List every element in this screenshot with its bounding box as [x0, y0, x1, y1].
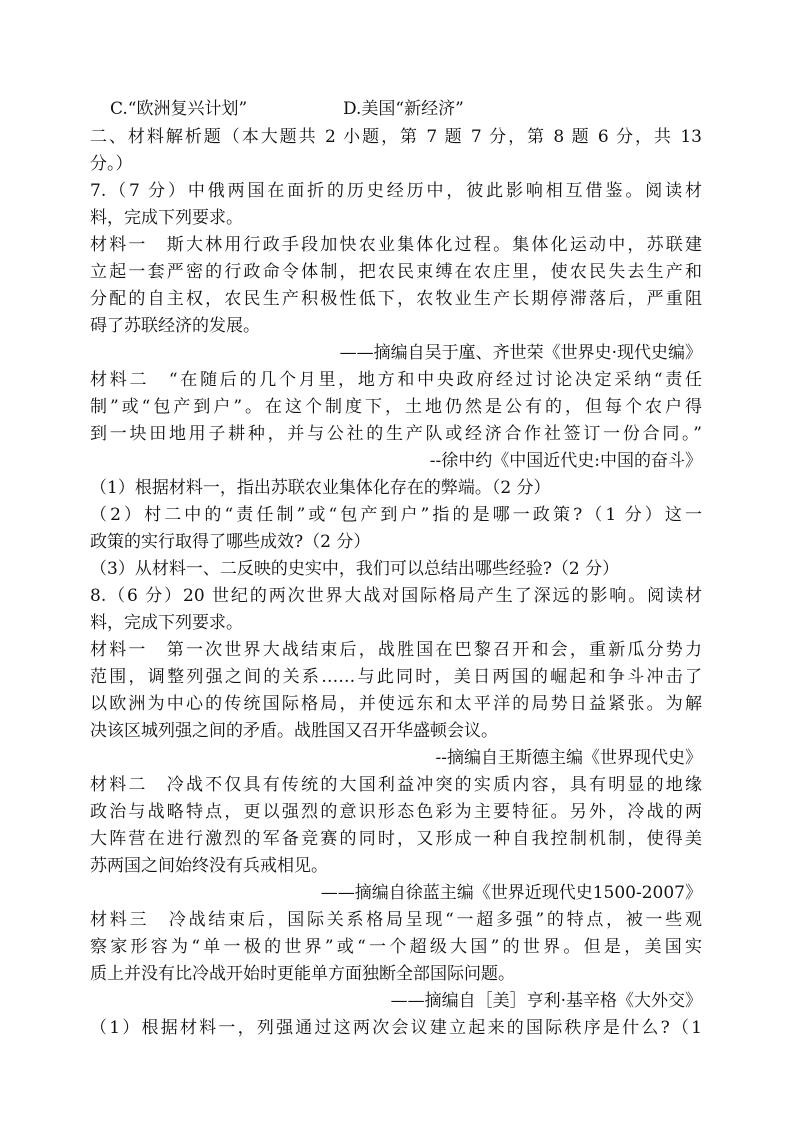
q7-material1-line-4: 碍了苏联经济的发展。 [90, 316, 260, 336]
q8-material1-source: --摘编自王斯德主编《世界现代史》 [435, 748, 702, 768]
q7-material1-line-2: 立起一套严密的行政命令体制，把农民束缚在农庄里，使农民失去生产和 [90, 262, 702, 282]
q7-subquestion-2-line-1: （2）村二中的“责任制”或“包产到户”指的是哪一政策?（1 分）这一 [90, 505, 702, 525]
q8-subquestion-1: （1）根据材料一，列强通过这两次会议建立起来的国际秩序是什么?（1 [90, 1018, 702, 1038]
q8-material2-source: ——摘编自徐蓝主编《世界近现代史1500-2007》 [320, 883, 702, 903]
q7-material2-line-3: 到一块田地用子耕种，并与公社的生产队或经济合作社签订一份合同。” [90, 424, 702, 444]
q8-material1-line-3: 以欧洲为中心的传统国际格局，并使远东和太平洋的局势日益紧张。为解 [90, 694, 702, 714]
q8-material1-line-1: 材料一 第一次世界大战结束后，战胜国在巴黎召开和会，重新瓜分势力 [90, 640, 702, 660]
q7-subquestion-3: （3）从材料一、二反映的史实中，我们可以总结出哪些经验?（2 分） [90, 559, 620, 579]
q8-material3-line-2: 察家形容为“单一极的世界”或“一个超级大国”的世界。但是，美国实 [90, 937, 702, 957]
q8-material1-line-4: 决该区城列强之间的矛盾。战胜国又召开华盛顿会议。 [90, 721, 498, 741]
q7-subquestion-2-line-2: 政策的实行取得了哪些成效?（2 分） [90, 532, 371, 552]
q8-material2-line-2: 政治与战略特点，更以强烈的意识形态色彩为主要特征。另外，冷战的两 [90, 802, 702, 822]
q8-material3-line-1: 材料三 冷战结束后，国际关系格局呈现“一超多强”的特点，被一些观 [90, 910, 702, 930]
section-heading-line-1: 二、材料解析题（本大题共 2 小题，第 7 题 7 分，第 8 题 6 分，共 13 [90, 127, 702, 147]
option-d: D.美国“新经济” [343, 99, 464, 119]
q7-material2-source: --徐中约《中国近代史:中国的奋斗》 [429, 451, 702, 471]
q8-intro-line-2: 料，完成下列要求。 [90, 613, 243, 633]
option-c: C.“欧洲复兴计划” [110, 99, 248, 119]
q8-material3-line-3: 质上并没有比冷战开始时更能单方面独断全部国际问题。 [90, 964, 515, 984]
q7-material1-line-3: 分配的自主权，农民生产积极性低下，农牧业生产长期停滞落后，严重阻 [90, 289, 702, 309]
q7-material1-source: ——摘编自吴于廑、齐世荣《世界史·现代史编》 [339, 343, 702, 363]
q8-material2-line-4: 苏两国之间始终没有兵戒相见。 [90, 856, 328, 876]
q8-material2-line-1: 材料二 冷战不仅具有传统的大国利益冲突的实质内容，具有明显的地缘 [90, 775, 702, 795]
q7-intro-line-2: 料，完成下列要求。 [90, 208, 243, 228]
q7-intro-line-1: 7.（7 分）中俄两国在面折的历史经历中，彼此影响相互借鉴。阅读材 [90, 181, 702, 201]
q7-material1-line-1: 材料一 斯大林用行政手段加快农业集体化过程。集体化运动中，苏联建 [90, 235, 702, 255]
q7-material2-line-2: 制”或“包产到户”。在这个制度下，土地仍然是公有的，但每个农户得 [90, 397, 702, 417]
q8-material2-line-3: 大阵营在进行激烈的军备竞赛的同时，又形成一种自我控制机制，使得美 [90, 829, 702, 849]
q7-material2-line-1: 材料二 “在随后的几个月里，地方和中央政府经过讨论决定采纳“责任 [90, 370, 702, 390]
q7-subquestion-1: （1）根据材料一，指出苏联农业集体化存在的弊端。（2 分） [90, 478, 551, 498]
q8-intro-line-1: 8.（6 分）20 世纪的两次世界大战对国际格局产生了深远的影响。阅读材 [90, 586, 702, 606]
section-heading-line-2: 分。） [90, 154, 133, 174]
q8-material3-source: ——摘编自［美］亨利·基辛格《大外交》 [390, 991, 702, 1011]
q8-material1-line-2: 范围，调整列强之间的关系……与此同时，美日两国的崛起和争斗冲击了 [90, 667, 702, 687]
